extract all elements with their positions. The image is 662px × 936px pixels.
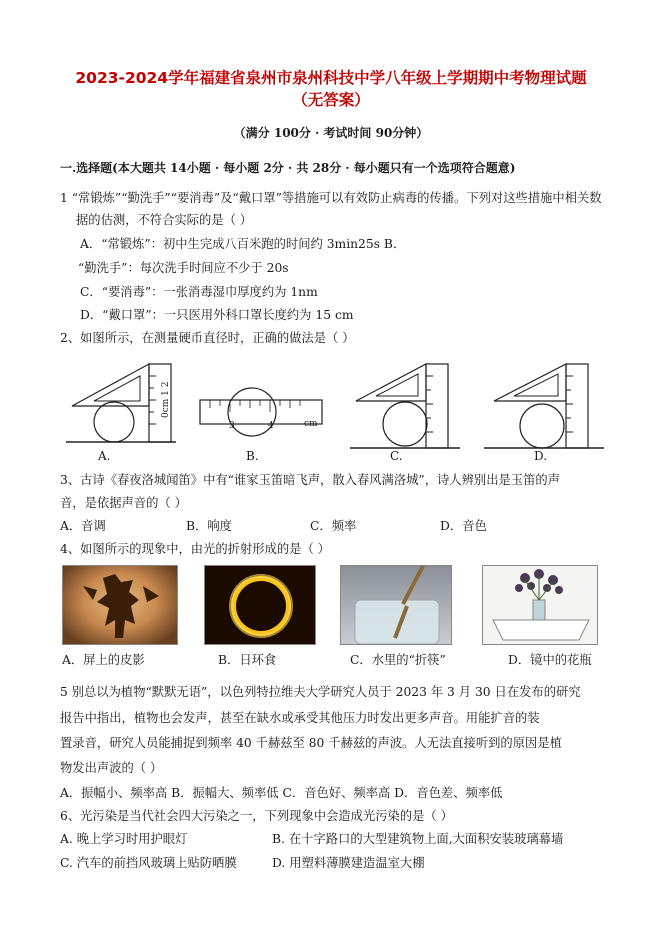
q3-option-c: C．频率 — [310, 519, 357, 533]
q2-label-a: A. — [98, 449, 111, 463]
q3-option-b: B．响度 — [186, 519, 232, 533]
q1-stem-line1: 1 “常锻炼”“勤洗手”“要消毒”及“戴口罩”等措施可以有效防止病毒的传播。下列对这些措施中相关数 — [60, 191, 602, 205]
q2-b-mark-4: 4 — [268, 421, 274, 431]
q2-figure-c — [348, 356, 468, 466]
q6-stem: 6、光污染是当代社会四大污染之一，下列现象中会造成光污染的是（ ） — [60, 809, 453, 823]
bent-chopstick-image — [340, 565, 452, 645]
q3-option-a: A．音调 — [60, 519, 106, 533]
q5-stem-line1: 5 别总以为植物“默默无语”，以色列特拉维夫大学研究人员于 2023 年 3 月 30 日在发布的研究 — [60, 685, 581, 699]
q4-option-a: A．屏上的皮影 — [62, 653, 145, 667]
q2-label-d: D. — [534, 449, 548, 463]
page-subtitle: （无答案） — [292, 91, 370, 109]
q2-stem: 2、如图所示，在测量硬币直径时，正确的做法是（ ） — [60, 331, 355, 345]
q4-option-c: C．水里的“折筷” — [350, 653, 446, 667]
q3-stem-line2: 音，是依据声音的（ ） — [60, 496, 187, 510]
q5-stem-line2: 报告中指出，植物也会发声，甚至在缺水或承受其他压力时发出更多声音。用能扩音的装 — [60, 711, 540, 725]
q3-stem-line1: 3、古诗《春夜洛城闻笛》中有“谁家玉笛暗飞声，散入春风满洛城”，诗人辨别出是玉笛的声 — [60, 473, 560, 487]
q4-option-d: D．镜中的花瓶 — [508, 653, 592, 667]
q5-stem-line3: 置录音，研究人员能捕捉到频率 40 千赫兹至 80 千赫兹的声波。人无法直接听到的原因是植 — [60, 736, 562, 750]
q1-option-d: D．“戴口罩”：一只医用外科口罩长度约为 15 cm — [80, 308, 354, 322]
q4-option-b: B．日环食 — [218, 653, 277, 667]
section-header: 一.选择题(本大题共 14小题 · 每小题 2分 · 共 28分 · 每小题只有一个选项符合题意) — [60, 161, 516, 175]
mirror-vase-image — [482, 565, 598, 645]
page-title: 2023-2024学年福建省泉州市泉州科技中学八年级上学期期中考物理试题 — [75, 69, 587, 87]
q1-option-c: C．“要消毒”：一张消毒湿巾厚度约为 1nm — [80, 285, 318, 299]
shadow-puppet-image — [62, 565, 178, 645]
q1-stem-line2: 据的估测，不符合实际的是（ ） — [76, 213, 253, 227]
q1-option-b: “勤洗手”：每次洗手时间应不少于 20s — [78, 261, 289, 275]
q2-figure-d — [484, 356, 614, 466]
q2-b-mark-cm: cm — [304, 419, 318, 429]
q5-stem-line4: 物发出声波的（ ） — [60, 761, 163, 775]
q4-stem: 4、如图所示的现象中，由光的折射形成的是（ ） — [60, 542, 330, 556]
q2-b-mark-3: 3 — [229, 421, 235, 431]
q1-option-a: A．“常锻炼”：初中生完成八百米跑的时间约 3min25s B． — [80, 237, 406, 251]
q6-option-b: B. 在十字路口的大型建筑物上面,大面积安装玻璃幕墙 — [272, 832, 564, 846]
solar-eclipse-image — [204, 565, 316, 645]
q2-figure-b — [196, 372, 326, 452]
q6-option-d: D. 用塑料薄膜建造温室大棚 — [272, 856, 425, 870]
score-note: （满分 100分 · 考试时间 90分钟） — [233, 126, 429, 140]
q2-label-c: C. — [390, 449, 403, 463]
q6-option-c: C. 汽车的前挡风玻璃上贴防晒膜 — [60, 856, 237, 870]
q3-option-d: D．音色 — [440, 519, 487, 533]
q2-a-ruler-marks: 0cm 1 2 — [161, 381, 171, 418]
q5-options: A．振幅小、频率高 B．振幅大、频率低 C．音色好、频率高 D．音色差、频率低 — [60, 786, 503, 800]
q6-option-a: A. 晚上学习时用护眼灯 — [60, 832, 188, 846]
q2-label-b: B. — [246, 449, 259, 463]
